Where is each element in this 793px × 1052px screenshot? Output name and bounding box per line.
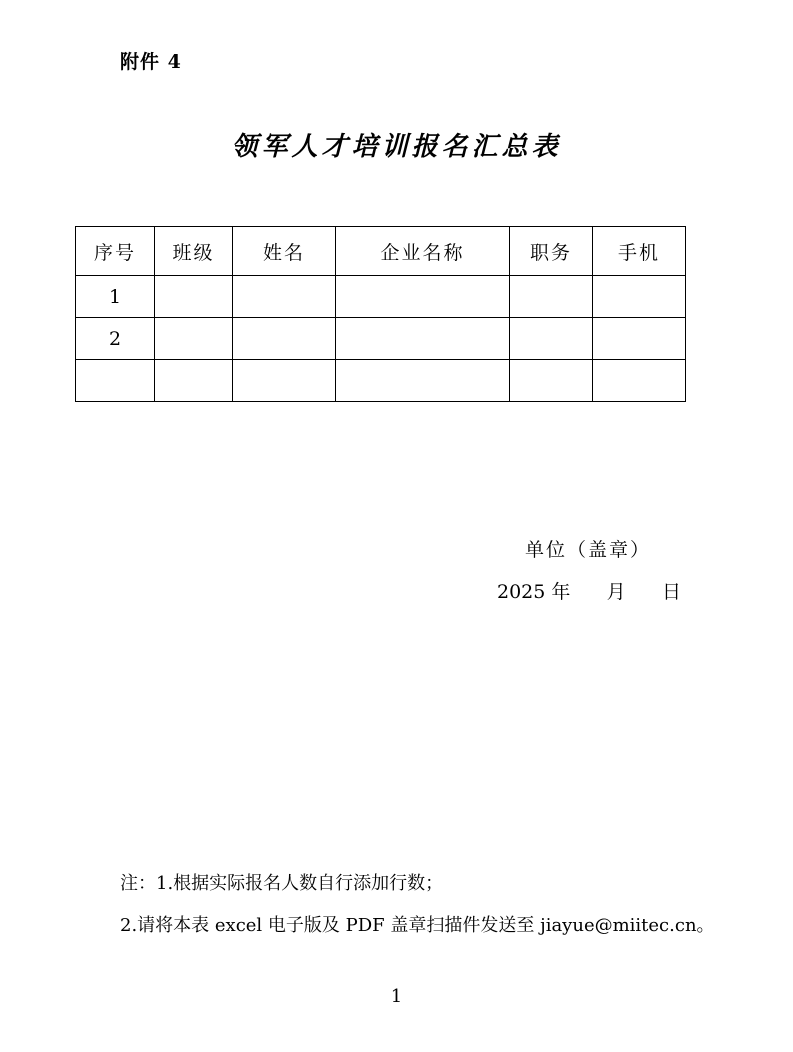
header-name: 姓名 — [233, 227, 336, 276]
cell-mobile — [593, 360, 686, 402]
date-year: 2025 — [497, 581, 546, 603]
cell-mobile — [593, 318, 686, 360]
cell-name — [233, 318, 336, 360]
table-row — [76, 318, 686, 360]
cell-company-name — [336, 318, 510, 360]
header-mobile: 手机 — [593, 227, 686, 276]
cell-serial-number — [76, 360, 155, 402]
cell-class — [155, 360, 233, 402]
cell-position — [510, 318, 593, 360]
table-header-row — [76, 227, 686, 276]
cell-position — [510, 360, 593, 402]
document-title: 领军人才培训报名汇总表 — [231, 132, 562, 162]
cell-name — [233, 360, 336, 402]
cell-name — [233, 276, 336, 318]
cell-company-name — [336, 360, 510, 402]
date-month-unit: 月 — [606, 581, 626, 603]
cell-class — [155, 276, 233, 318]
attachment-label: 附件 4 — [120, 51, 182, 73]
header-class: 班级 — [155, 227, 233, 276]
date-year-unit: 年 — [551, 581, 571, 603]
cell-position — [510, 276, 593, 318]
table-row — [76, 360, 686, 402]
cell-serial-number: 1 — [76, 276, 155, 318]
header-position: 职务 — [510, 227, 593, 276]
note-1: 注：1.根据实际报名人数自行添加行数； — [120, 873, 444, 894]
cell-serial-number: 2 — [76, 318, 155, 360]
registration-table — [75, 226, 686, 402]
table-row — [76, 276, 686, 318]
date-day-unit: 日 — [661, 581, 681, 603]
header-serial-number: 序号 — [76, 227, 155, 276]
cell-mobile — [593, 276, 686, 318]
cell-class — [155, 318, 233, 360]
cell-company-name — [336, 276, 510, 318]
header-company-name: 企业名称 — [336, 227, 510, 276]
note-2: 2.请将本表 excel 电子版及 PDF 盖章扫描件发送至 jiayue@miitec.cn。 — [120, 915, 715, 936]
date-line — [497, 577, 681, 604]
page-number: 1 — [390, 986, 403, 1007]
seal-line: 单位（盖章） — [525, 539, 652, 561]
